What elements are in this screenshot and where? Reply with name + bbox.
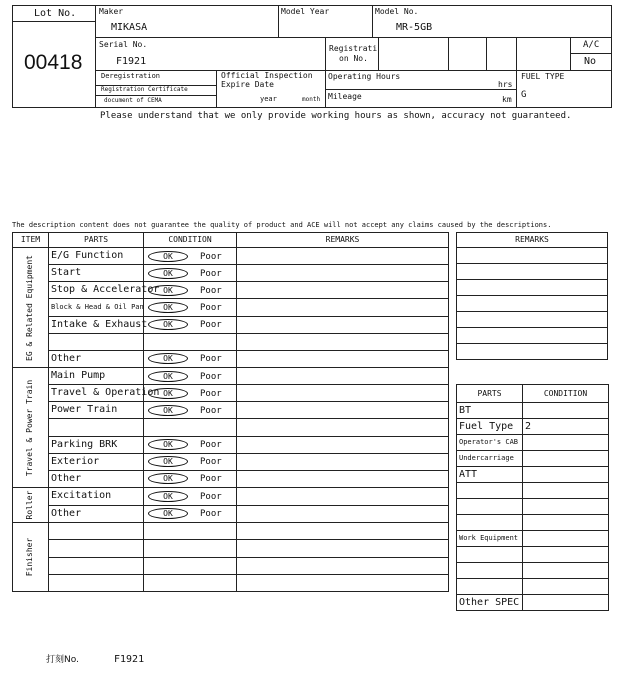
maker-label: Maker [99,7,124,16]
table-row [13,316,449,333]
remarks-cell [457,328,608,344]
remarks-cell [237,523,449,540]
ok-circled: OK [148,371,188,382]
serial-label: Serial No. [99,40,148,49]
poor-option: Poor [200,251,222,262]
poor-option: Poor [200,457,222,468]
parts-header: PARTS [457,385,523,403]
condition-cell [144,557,237,574]
parts-row [457,579,609,595]
table-row [13,574,449,591]
condition-cell [144,299,237,316]
part-condition: 2 [523,419,609,435]
stamp-label: 打刻No. [46,655,79,665]
parts-header: PARTS [49,233,144,248]
part-name: Operator's CAB [457,435,523,451]
part-name: Excitation [49,488,144,506]
remarks-cell [237,540,449,557]
remarks-cell [457,264,608,280]
part-name: Main Pump [49,368,144,385]
part-name: Other [49,350,144,367]
ok-circled: OK [148,405,188,416]
part-name [49,540,144,557]
month-label: month [302,96,321,103]
remarks-cell [237,350,449,367]
table-row [13,540,449,557]
table-row [13,402,449,419]
condition-cell [144,368,237,385]
fuel-type-label: FUEL TYPE [521,72,565,81]
condition-cell [144,282,237,299]
part-name: Other SPEC [457,595,523,611]
remarks-row [457,344,608,360]
parts-row [457,563,609,579]
poor-option: Poor [200,474,222,485]
registration-label-1: Registrati [329,44,378,53]
parts-row [457,419,609,435]
op-hours-label: Operating Hours [328,72,401,81]
remarks-cell [237,557,449,574]
part-name: Stop & Accelerator [49,282,144,299]
table-row [13,333,449,350]
condition-cell [144,248,237,265]
part-condition [523,467,609,483]
parts-row [457,595,609,611]
remarks-cell [237,333,449,350]
poor-option: Poor [200,320,222,331]
part-name: Parking BRK [49,436,144,453]
remarks-header-row [457,233,608,248]
part-condition [523,515,609,531]
category-label: Finisher [25,537,34,577]
remarks-cell [237,574,449,591]
table-row [13,265,449,282]
part-name: BT [457,403,523,419]
mileage-label: Mileage [328,92,362,101]
ok-circled: OK [148,302,188,313]
remarks-row [457,296,608,312]
item-header: ITEM [13,233,49,248]
part-name [457,483,523,499]
inspection-label-2: Expire Date [221,80,274,89]
poor-option: Poor [200,388,222,399]
poor-option: Poor [200,405,222,416]
remarks-row [457,248,608,264]
part-name [457,499,523,515]
condition-cell [144,316,237,333]
category-label: EG & Related Equipment [25,254,34,361]
category-cell [13,368,49,488]
remarks-cell [237,316,449,333]
condition-cell [144,436,237,453]
poor-option: Poor [200,268,222,279]
category-label: Travel & Power Train [25,379,34,476]
condition-cell [144,470,237,487]
category-cell [13,523,49,592]
remarks-cell [237,265,449,282]
hrs-label: hrs [498,80,513,89]
part-name [49,419,144,436]
category-label: Roller [25,490,34,520]
remarks-cell [237,402,449,419]
condition-cell [144,488,237,506]
ok-circled: OK [148,456,188,467]
ok-circled: OK [148,251,188,262]
condition-cell [144,574,237,591]
part-condition [523,547,609,563]
model-no-label: Model No. [375,7,419,16]
part-condition [523,403,609,419]
hours-notice: Please understand that we only provide working hours as shown, accuracy not guaranteed. [100,111,572,121]
lot-number: 00418 [24,51,83,74]
ok-circled: OK [148,353,188,364]
remarks-cell [237,488,449,506]
part-name [49,333,144,350]
cema-label: document of CEMA [104,97,162,104]
table-row [13,470,449,487]
part-name [49,557,144,574]
remarks-cell [237,419,449,436]
part-name: Fuel Type [457,419,523,435]
remarks-cell [237,282,449,299]
remarks-cell [237,505,449,523]
reg-cert-label: Registration Certificate [101,86,188,93]
condition-cell [144,333,237,350]
ok-circled: OK [148,285,188,296]
condition-cell [144,265,237,282]
table-row [13,350,449,367]
registration-label-2: on No. [339,54,368,63]
part-name [457,515,523,531]
table-row [13,419,449,436]
poor-option: Poor [200,371,222,382]
parts-row [457,435,609,451]
part-name: Travel & Operation [49,385,144,402]
remarks-cell [237,385,449,402]
model-no-value: MR-5GB [396,22,433,33]
remarks-row [457,264,608,280]
remarks-table [456,232,608,360]
ok-circled: OK [148,268,188,279]
condition-header: CONDITION [144,233,237,248]
parts-header-row [457,385,609,403]
poor-option: Poor [200,440,222,451]
remarks-cell [457,344,608,360]
remarks-cell [237,436,449,453]
part-condition [523,435,609,451]
ok-circled: OK [148,439,188,450]
maker-value: MIKASA [111,22,148,33]
table-row [13,282,449,299]
km-label: km [502,95,512,104]
parts-row [457,451,609,467]
table-row [13,436,449,453]
table-row [13,453,449,470]
condition-cell [144,523,237,540]
condition-header: CONDITION [523,385,609,403]
description-notice: The description content does not guarantee the quality of product and ACE will not accept any claims caused by the descriptions. [12,221,552,229]
ac-label: A/C [583,40,600,50]
part-name [457,579,523,595]
part-name [457,563,523,579]
part-condition [523,579,609,595]
part-name [49,523,144,540]
poor-option: Poor [200,302,222,313]
table-row [13,299,449,316]
parts-row [457,531,609,547]
remarks-cell [457,312,608,328]
remarks-row [457,312,608,328]
ok-circled: OK [148,508,188,519]
table-row [13,368,449,385]
part-condition [523,499,609,515]
category-cell [13,488,49,523]
table-row [13,385,449,402]
part-name: E/G Function [49,248,144,265]
parts-row [457,403,609,419]
poor-option: Poor [200,354,222,365]
condition-cell [144,540,237,557]
part-name: Start [49,265,144,282]
stamp-value: F1921 [114,654,145,665]
part-name: Undercarriage [457,451,523,467]
remarks-cell [237,299,449,316]
ok-circled: OK [148,473,188,484]
parts-row [457,547,609,563]
parts-row [457,499,609,515]
parts-condition-table [456,384,609,611]
right-remarks-header: REMARKS [457,233,608,248]
remarks-cell [457,248,608,264]
inspection-label-1: Official Inspection [221,71,313,80]
parts-row [457,467,609,483]
parts-row [457,483,609,499]
part-name: Block & Head & Oil Pan [49,299,144,316]
condition-cell [144,402,237,419]
condition-cell [144,419,237,436]
dereg-label: Deregistration [101,72,161,80]
ok-circled: OK [148,491,188,502]
part-name: Work Equipment [457,531,523,547]
condition-cell [144,385,237,402]
table-row [13,523,449,540]
part-condition [523,483,609,499]
part-condition [523,451,609,467]
remarks-cell [237,368,449,385]
part-name: Other [49,505,144,523]
part-condition [523,595,609,611]
remarks-header: REMARKS [237,233,449,248]
table-row [13,248,449,265]
part-name: Power Train [49,402,144,419]
condition-cell [144,453,237,470]
table-row [13,557,449,574]
poor-option: Poor [200,491,222,502]
remarks-cell [237,470,449,487]
remarks-cell [237,453,449,470]
condition-cell [144,350,237,367]
remarks-row [457,280,608,296]
part-name: Exterior [49,453,144,470]
lot-label: Lot No. [34,8,77,19]
part-name: Other [49,470,144,487]
part-name: ATT [457,467,523,483]
part-condition [523,563,609,579]
condition-cell [144,505,237,523]
ok-circled: OK [148,319,188,330]
serial-value: F1921 [116,56,147,67]
ac-value: No [584,56,597,67]
part-name [49,574,144,591]
part-name [457,547,523,563]
poor-option: Poor [200,285,222,296]
remarks-cell [457,296,608,312]
table-row [13,505,449,523]
inspection-table [12,232,449,592]
remarks-row [457,328,608,344]
part-condition [523,531,609,547]
ok-circled: OK [148,388,188,399]
parts-row [457,515,609,531]
table-row [13,488,449,506]
model-year-label: Model Year [281,7,330,16]
fuel-type-value: G [521,90,527,100]
remarks-cell [457,280,608,296]
poor-option: Poor [200,509,222,520]
inspection-header-row [13,233,449,248]
year-label: year [260,95,277,103]
category-cell [13,248,49,368]
remarks-cell [237,248,449,265]
part-name: Intake & Exhaust [49,316,144,333]
